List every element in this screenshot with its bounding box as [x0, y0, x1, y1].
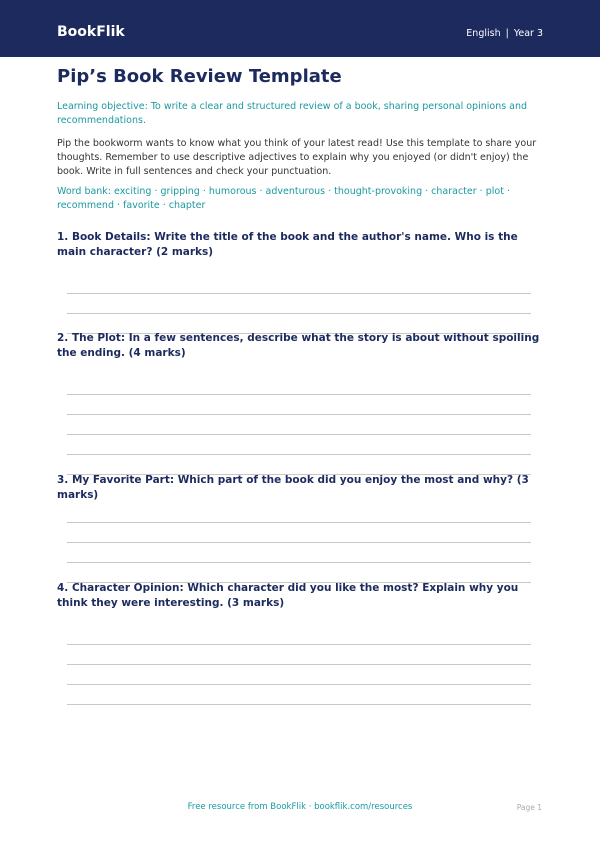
word-bank: Word bank: exciting · gripping · humorous · adventurous · thought-provoking · character · plot · recommend · favorite · chapter	[57, 186, 510, 211]
answer-line[interactable]	[67, 562, 531, 563]
page-number: Page 1	[516, 803, 542, 812]
answer-line[interactable]	[67, 644, 531, 645]
brand-logo[interactable]: BookFlik	[57, 24, 125, 40]
year-label: Year 3	[513, 28, 543, 39]
subject-label: English	[466, 28, 501, 39]
answer-line[interactable]	[67, 704, 531, 705]
answer-line[interactable]	[67, 542, 531, 543]
answer-line[interactable]	[67, 684, 531, 685]
intro-text: Pip the bookworm wants to know what you think of your latest read! Use this template to share your thoughts. Remember to use descriptive adjectives to explain why you enjoyed (or didn't enjoy) the book. Write in full sentences and check your punctuation.	[57, 138, 537, 177]
question-4: 4. Character Opinion: Which character did you like the most? Explain why you think they were interesting. (3 marks)	[57, 582, 519, 609]
header-bar	[0, 0, 600, 57]
answer-line[interactable]	[67, 414, 531, 415]
answer-line[interactable]	[67, 522, 531, 523]
subject-year	[466, 28, 543, 40]
question-2: 2. The Plot: In a few sentences, describe what the story is about without spoiling the ending. (4 marks)	[57, 332, 540, 359]
answer-line[interactable]	[67, 664, 531, 665]
question-1: 1. Book Details: Write the title of the book and the author's name. Who is the main character? (2 marks)	[57, 231, 518, 258]
page-title: Pip’s Book Review Template	[57, 66, 342, 87]
answer-line[interactable]	[67, 434, 531, 435]
answer-line[interactable]	[67, 293, 531, 294]
question-3: 3. My Favorite Part: Which part of the book did you enjoy the most and why? (3 marks)	[57, 474, 529, 501]
learning-objective: Learning objective: To write a clear and structured review of a book, sharing personal opinions and recommendations.	[57, 101, 528, 126]
footer-credit[interactable]: Free resource from BookFlik · bookflik.com/resources	[187, 802, 413, 812]
answer-line[interactable]	[67, 454, 531, 455]
answer-line[interactable]	[67, 394, 531, 395]
answer-line[interactable]	[67, 313, 531, 314]
meta-separator: |	[505, 28, 509, 39]
